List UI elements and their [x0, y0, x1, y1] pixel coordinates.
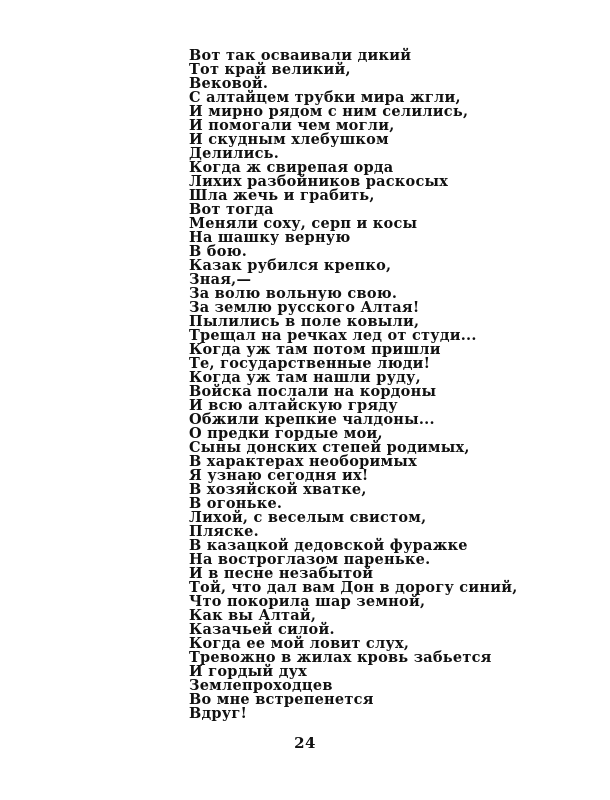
poem-line: Сыны донских степей родимых,	[189, 439, 470, 456]
poem-line: В хозяйской хватке,	[189, 481, 367, 498]
poem-line: За волю вольную свою.	[189, 285, 398, 302]
poem-line: Во мне встрепенется	[189, 691, 374, 708]
poem-line: Вот тогда	[189, 201, 274, 218]
poem-line: В характерах необоримых	[189, 453, 418, 470]
poem-line: Я узнаю сегодня их!	[189, 467, 369, 484]
poem-line: Вот так осваивали дикий	[189, 47, 412, 64]
poem-line: В казацкой дедовской фуражке	[189, 537, 468, 554]
poem-line: Казачьей силой.	[189, 621, 335, 638]
poem-line: Казак рубился крепко,	[189, 257, 392, 274]
poem-line: Тревожно в жилах кровь забьется	[189, 649, 492, 666]
poem-line: Вековой.	[189, 75, 269, 92]
poem-line: И скудным хлебушком	[189, 131, 389, 148]
poem-line: В огоньке.	[189, 495, 283, 512]
poem-line: Трещал на речках лед от студи...	[189, 327, 477, 344]
poem-line: На востроглазом пареньке.	[189, 551, 431, 568]
poem-line: Как вы Алтай,	[189, 607, 317, 624]
poem-line: Те, государственные люди!	[189, 355, 431, 372]
poem-line: Когда уж там нашли руду,	[189, 369, 421, 386]
poem-line: Что покорила шар земной,	[189, 593, 426, 610]
page-number: 24	[294, 734, 316, 752]
poem-line: Меняли соху, серп и косы	[189, 215, 418, 232]
poem-text	[189, 49, 589, 721]
poem-line: Вдруг!	[189, 705, 248, 722]
poem-line: И мирно рядом с ним селились,	[189, 103, 469, 120]
poem-line: Лихих разбойников раскосых	[189, 173, 449, 190]
poem-line: Той, что дал вам Дон в дорогу синий,	[189, 579, 518, 596]
poem-line: Тот край великий,	[189, 61, 351, 78]
poem-line: Шла жечь и грабить,	[189, 187, 375, 204]
poem-line: Землепроходцев	[189, 677, 333, 694]
poem-line: Когда ее мой ловит слух,	[189, 635, 410, 652]
poem-line: Лихой, с веселым свистом,	[189, 509, 427, 526]
poem-line: Войска послали на кордоны	[189, 383, 437, 400]
poem-line: Зная,—	[189, 271, 252, 288]
poem-line: И гордый дух	[189, 663, 308, 680]
poem-line: И помогали чем могли,	[189, 117, 395, 134]
poem-line: С алтайцем трубки мира жгли,	[189, 89, 461, 106]
poem-line: Пылились в поле ковыли,	[189, 313, 420, 330]
poem-line: И в песне незабытой	[189, 565, 374, 582]
poem-line: Делились.	[189, 145, 280, 162]
poem-line: Обжили крепкие чалдоны...	[189, 411, 435, 428]
poem-line: За землю русского Алтая!	[189, 299, 420, 316]
poem-line: Пляске.	[189, 523, 259, 540]
poem-line: О предки гордые мои,	[189, 425, 383, 442]
poem-line: И всю алтайскую гряду	[189, 397, 398, 414]
poem-line: Когда уж там потом пришли	[189, 341, 441, 358]
poem-line: На шашку верную	[189, 229, 351, 246]
poem-line: В бою.	[189, 243, 248, 260]
poem-line: Когда ж свирепая орда	[189, 159, 394, 176]
